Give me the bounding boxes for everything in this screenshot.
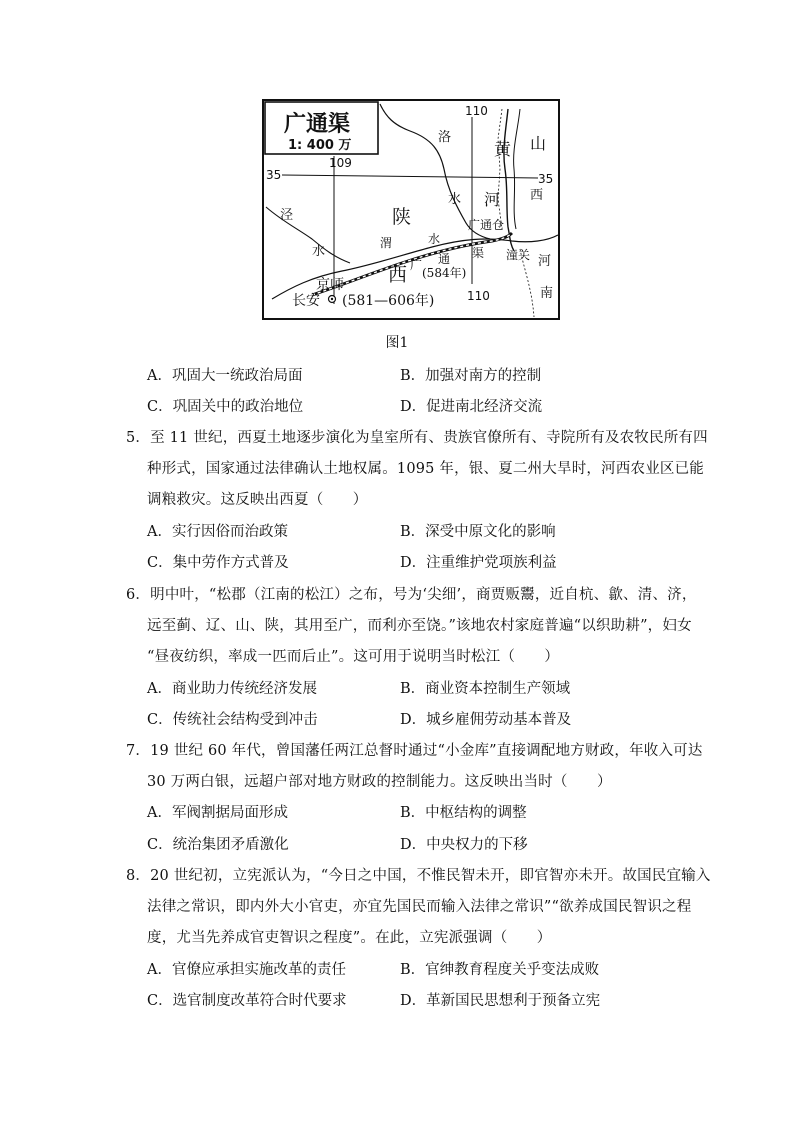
q7-option-c[interactable]: C．统治集团矛盾激化 [147, 837, 289, 853]
q8-option-a[interactable]: A．官僚应承担实施改革的责任 [147, 962, 346, 978]
q8-option-c[interactable]: C．选官制度改革符合时代要求 [147, 993, 347, 1009]
figure-caption: 图1 [385, 335, 409, 351]
lon-110-top: 110 [465, 104, 488, 118]
q7-option-a[interactable]: A．军阀割据局面形成 [147, 805, 288, 821]
q5-stem-line-3: 调粮救灾。这反映出西夏（ ） [147, 492, 368, 508]
q5-option-c[interactable]: C．集中劳作方式普及 [147, 555, 289, 571]
q8-option-b[interactable]: B．官绅教育程度关乎变法成败 [400, 962, 600, 978]
label-shui-1: 水 [448, 192, 462, 207]
q6-option-c[interactable]: C．传统社会结构受到冲击 [147, 712, 318, 728]
q7-option-d[interactable]: D．中央权力的下移 [400, 837, 528, 853]
label-qu: 渠 [472, 246, 485, 260]
label-xi-right: 西 [530, 188, 544, 203]
q4-option-b[interactable]: B．加强对南方的控制 [400, 368, 542, 384]
q7-stem-line-2: 30 万两白银，远超户部对地方财政的控制能力。这反映出当时（ ） [147, 774, 612, 790]
q8-stem-line-1: 8．20 世纪初，立宪派认为，“今日之中国，不惟民智未开，即官智亦未开。故国民宜输入 [126, 868, 711, 884]
q6-option-d[interactable]: D．城乡雇佣劳动基本普及 [400, 712, 572, 728]
lon-110-bottom: 110 [467, 289, 490, 303]
q5-option-d[interactable]: D．注重维护党项族利益 [400, 555, 557, 571]
q5-stem-line-1: 5．至 11 世纪，西夏土地逐步演化为皇室所有、贵族官僚所有、寺院所有及农牧民所有四 [126, 430, 708, 446]
label-xi-bottom: 西 [388, 264, 408, 286]
q8-stem-line-3: 度，尤当先养成官吏智识之程度”。在此，立宪派强调（ ） [147, 930, 552, 946]
changan-city-dot [331, 298, 333, 300]
q6-option-a[interactable]: A．商业助力传统经济发展 [147, 681, 317, 697]
label-he: 河 [484, 190, 501, 209]
q5-option-b[interactable]: B．深受中原文化的影响 [400, 524, 556, 540]
label-changan: 长安 [292, 293, 320, 309]
label-henan-nan: 南 [540, 286, 554, 301]
label-henan-he: 河 [538, 254, 552, 269]
guangtong-canal-map [262, 99, 560, 321]
label-jing: 泾 [280, 208, 294, 223]
label-shaan: 陕 [392, 206, 412, 228]
q4-option-a[interactable]: A．巩固大一统政治局面 [147, 368, 303, 384]
lat-35-left: 35 [266, 168, 282, 182]
q7-option-b[interactable]: B．中枢结构的调整 [400, 805, 527, 821]
q6-stem-line-2: 远至蓟、辽、山、陕，其用至广，而利亦至饶。”该地农村家庭普遍“以织助耕”，妇女 [147, 618, 692, 634]
q5-stem-line-2: 种形式，国家通过法律确认土地权属。1095 年，银、夏二州大旱时，河西农业区已能 [147, 461, 705, 477]
q4-option-d[interactable]: D．促进南北经济交流 [400, 399, 543, 415]
q8-option-d[interactable]: D．革新国民思想利于预备立宪 [400, 993, 601, 1009]
label-tongguan: 潼关 [506, 248, 531, 262]
q6-option-b[interactable]: B．商业资本控制生产领域 [400, 681, 571, 697]
lon-109-label: 109 [329, 156, 352, 170]
label-tong: 通 [438, 252, 451, 266]
map-title: 广通渠 [284, 112, 351, 137]
label-guangtong-cang: 广通仓 [468, 218, 505, 232]
label-luo: 洛 [438, 130, 452, 145]
q4-option-c[interactable]: C．巩固关中的政治地位 [147, 399, 304, 415]
label-shan: 山 [530, 134, 547, 153]
label-year-584: (584年) [422, 266, 467, 280]
q7-stem-line-1: 7．19 世纪 60 年代，曾国藩任两江总督时通过“小金库”直接调配地方财政，年收入可达 [126, 743, 703, 759]
q6-stem-line-1: 6．明中叶，“松郡（江南的松江）之布，号为‘尖细’，商贾贩鬻，近自杭、歙、清、济， [126, 587, 697, 603]
label-shui-2: 水 [312, 244, 326, 259]
q8-stem-line-2: 法律之常识，即内外大小官吏，亦宜先国民而输入法律之常识”“欲养成国民智识之程 [147, 899, 692, 915]
lat-35-right: 35 [538, 172, 554, 186]
label-shui-3: 水 [428, 232, 441, 246]
label-jingshi: 京师 [316, 277, 344, 293]
label-years-range: (581—606年) [342, 293, 435, 309]
label-huang: 黄 [494, 140, 511, 160]
q6-stem-line-3: “昼夜纺织，率成一匹而后止”。这可用于说明当时松江（ ） [147, 649, 560, 665]
q5-option-a[interactable]: A．实行因俗而治政策 [147, 524, 288, 540]
label-wei: 渭 [380, 236, 393, 250]
map-scale: 1: 400 万 [288, 138, 352, 153]
label-guang: 广 [410, 258, 423, 272]
